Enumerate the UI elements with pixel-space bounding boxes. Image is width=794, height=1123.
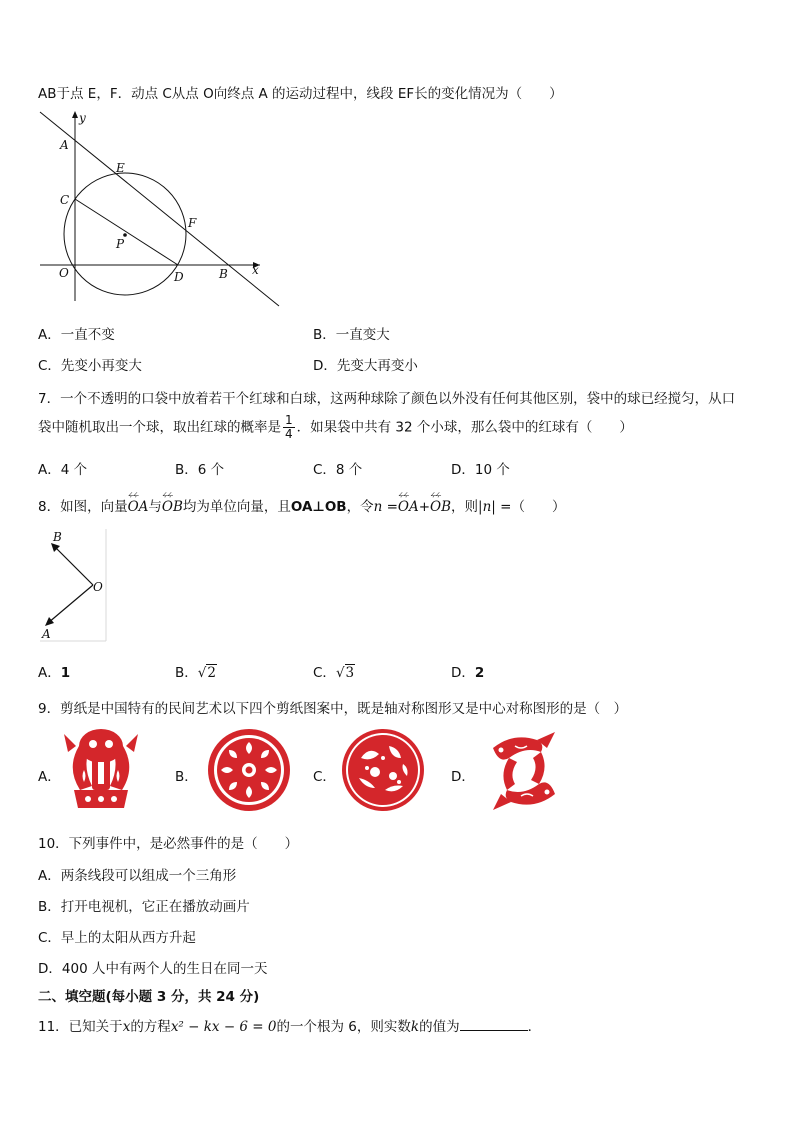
q11-t2: 的方程	[130, 1019, 171, 1035]
q8-vector-oa: ഺഺ OA	[128, 499, 149, 515]
q8-vector-ob: ഺഺ OB	[162, 499, 183, 515]
q6-option-b[interactable]: B．一直变大	[313, 327, 390, 343]
q8-option-b[interactable]	[175, 661, 217, 681]
q8-option-c-value: 3	[345, 665, 355, 681]
q8-figure	[38, 527, 110, 643]
q9-text: 9．剪纸是中国特有的民间艺术以下四个剪纸图案中，既是轴对称图形又是中心对称图形的是（ ）	[38, 701, 628, 717]
label-e: E	[116, 161, 125, 175]
q8-vector-oa-2: ഺഺ OA	[398, 499, 419, 515]
q11-t3: 的一个根为 6，则实数	[276, 1019, 411, 1035]
q7-text-b: ．如果袋中共有 32 个小球，那么袋中的红球有（ ）	[296, 419, 633, 436]
q8-t4: ，令	[346, 499, 374, 515]
q11-equation: x² − kx − 6 = 0	[170, 1019, 277, 1035]
q11-text	[38, 1015, 541, 1035]
q8-option-c-sqrt: √3	[335, 665, 355, 681]
q8-option-b-sqrt: √2	[197, 665, 216, 681]
label-y: y	[79, 111, 86, 125]
q7-text-line2	[38, 414, 633, 441]
q8-condition: OA⊥OB	[290, 499, 347, 515]
q8-eq: =	[382, 499, 398, 515]
label-a: A	[60, 138, 69, 152]
q7-text-line1: 7．一个不透明的口袋中放着若干个红球和白球，这两种球除了颜色以外没有任何其他区别，袋中的球已经搅匀，从口	[38, 391, 736, 407]
q10-option-b[interactable]: B．打开电视机，它正在播放动画片	[38, 899, 250, 915]
label-b: B	[219, 267, 228, 281]
q8-plus: +	[418, 499, 431, 515]
label-b: B	[53, 530, 62, 544]
q10-text: 10．下列事件中，是必然事件的是（ ）	[38, 836, 299, 852]
q9-option-d-label[interactable]: D．	[451, 769, 475, 785]
q8-option-b-value: 2	[207, 665, 216, 681]
label-f: F	[188, 216, 197, 230]
q8-t6: =（ ）	[495, 499, 566, 515]
label-o: O	[59, 266, 69, 280]
q7-option-a[interactable]: A．4 个	[38, 462, 88, 478]
vector-ob-line	[54, 546, 93, 585]
papercut-hearts-image	[207, 728, 291, 812]
q8-vector-ob-2: ഺഺ OB	[430, 499, 451, 515]
q8-option-c[interactable]	[313, 661, 355, 681]
label-c: C	[60, 193, 70, 207]
label-p: P	[116, 237, 125, 251]
q6-option-a[interactable]: A．一直不变	[38, 327, 115, 343]
papercut-twin-fish-image	[485, 730, 563, 812]
q11-var-k: k	[410, 1019, 420, 1035]
q8-vector-n: n	[373, 499, 383, 515]
label-o: O	[93, 580, 103, 594]
q8-t1: 8．如图，向量	[38, 499, 128, 515]
q10-option-d[interactable]: D．400 人中有两个人的生日在同一天	[38, 961, 268, 977]
q8-abs-n: |n|	[478, 499, 496, 515]
q11-t4: 的值为	[419, 1019, 460, 1035]
q6-text: AB于点 E，F．动点 C从点 O向终点 A 的运动过程中，线段 EF长的变化情况为（ ）	[38, 86, 563, 102]
q7-fraction	[283, 414, 295, 441]
papercut-flower-image	[341, 728, 425, 812]
line-ab	[40, 112, 279, 306]
q11-t5: ．	[527, 1019, 542, 1035]
q7-option-d[interactable]: D．10 个	[451, 462, 510, 478]
segment-cd	[75, 199, 178, 265]
q8-option-d[interactable]	[451, 661, 484, 681]
label-x: x	[252, 263, 259, 277]
q6-option-d[interactable]: D．先变大再变小	[313, 358, 418, 374]
q8-t5: ，则	[451, 499, 479, 515]
q9-option-a-label[interactable]: A．	[38, 769, 61, 785]
q8-option-a[interactable]	[38, 661, 70, 681]
q10-option-c[interactable]: C．早上的太阳从西方升起	[38, 930, 196, 946]
q7-option-c[interactable]: C．8 个	[313, 462, 363, 478]
q8-option-a-label: A．	[38, 665, 61, 681]
q10-option-a[interactable]: A．两条线段可以组成一个三角形	[38, 868, 237, 884]
q8-t2: 与	[148, 499, 162, 515]
vector-oa-line	[48, 585, 93, 623]
section-2-title: 二、填空题(每小题 3 分，共 24 分)	[38, 989, 260, 1005]
q8-t3: 均为单位向量，且	[182, 499, 291, 515]
y-axis-arrow	[72, 111, 78, 118]
q11-answer-blank[interactable]	[460, 1018, 528, 1031]
q7-fraction-num: 1	[285, 413, 293, 427]
q8-option-b-label: B．	[175, 665, 198, 681]
q11-t1: 11．已知关于	[38, 1019, 123, 1035]
q7-text-a: 袋中随机取出一个球，取出红球的概率是	[38, 419, 281, 436]
q6-option-c[interactable]: C．先变小再变大	[38, 358, 142, 374]
q7-option-b[interactable]: B．6 个	[175, 462, 225, 478]
q8-option-a-value: 1	[60, 665, 71, 681]
q6-figure	[32, 106, 292, 312]
label-a: A	[42, 627, 51, 641]
label-d: D	[174, 270, 184, 284]
q8-option-d-label: D．	[451, 665, 475, 681]
papercut-fish-image	[62, 726, 140, 810]
q11-var-x: x	[122, 1019, 131, 1035]
q8-option-d-value: 2	[474, 665, 485, 681]
q8-option-c-label: C．	[313, 665, 336, 681]
q9-option-c-label[interactable]: C．	[313, 769, 336, 785]
q7-fraction-den: 4	[285, 427, 293, 441]
q8-text	[38, 495, 565, 515]
q9-option-b-label[interactable]: B．	[175, 769, 198, 785]
